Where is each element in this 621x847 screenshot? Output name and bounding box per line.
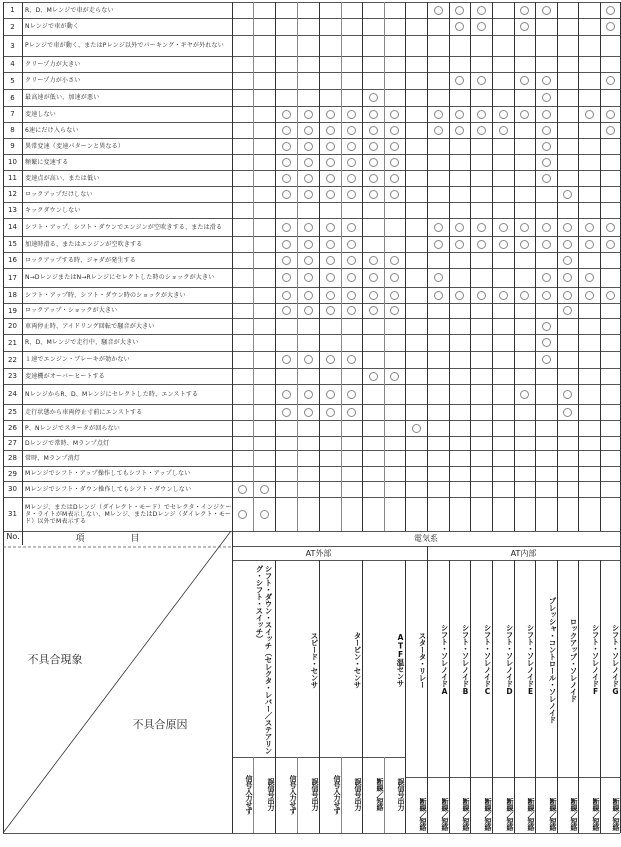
row-number: 7 [10, 110, 15, 118]
row-number: 24 [8, 390, 17, 398]
row-number: 1 [10, 6, 15, 14]
electrical-group-header: 電気系 [414, 534, 438, 543]
row-number: 4 [10, 60, 15, 68]
failure-mode-label: 誤信号出力 [397, 778, 405, 811]
failure-mode-label: 誤信号出力 [311, 778, 319, 811]
symptom-text: シフト・アップ、シフト・ダウンでエンジンが空吹きする、または滑る [25, 223, 223, 231]
row-number: 12 [8, 190, 17, 198]
row-number: 9 [10, 142, 15, 150]
failure-mode-label: 断線／短絡 [376, 778, 384, 811]
row-number: 16 [8, 256, 17, 264]
symptom-text: N→DレンジまたはN→Rレンジにセレクトした時のショックが大きい [25, 274, 215, 281]
symptom-text: キックダウンしない [25, 206, 81, 214]
cause-label: 不具合原因 [132, 718, 188, 731]
row-number: 27 [8, 439, 17, 447]
symptom-text: R、D、Mレンジで走行中、騒音が大きい [25, 339, 139, 346]
cause-column-header: スピード・センサ [310, 632, 319, 688]
symptom-text: Mレンジでシフト・アップ操作してもシフト・アップしない [25, 470, 191, 477]
symptom-text: Dレンジで常時、Mランプ点灯 [25, 439, 110, 447]
symptom-text: R、D、Mレンジで車が走らない [25, 6, 114, 14]
cause-column-header: ロックアップ・ソレノイド [569, 618, 578, 702]
row-number: 18 [8, 291, 17, 299]
no-header: No. [6, 532, 20, 541]
row-number: 8 [10, 126, 15, 134]
row-number: 31 [8, 510, 17, 518]
failure-mode-label: 断線／短絡 [527, 798, 535, 831]
symptom-text: 車両停止時、アイドリング回転で騒音が大きい [25, 322, 155, 330]
symptom-label: 不具合現象 [27, 653, 83, 666]
cause-column-header: シフト・ソレノイドF [591, 624, 600, 696]
symptom-text: 加速時滑る、またはエンジンが空吹きする [25, 240, 143, 248]
cause-column-header: シフト・ダウン・スイッチ（セレクタ・レバー／ステアリング・シフト・スイッチ） [255, 565, 273, 754]
row-number: 15 [8, 240, 17, 248]
symptom-text: NレンジからR、D、Mレンジにセレクトした時、エンストする [25, 390, 199, 398]
row-number: 17 [8, 273, 17, 282]
symptom-text: 変速しない [25, 110, 57, 118]
symptom-text: クリープ力が大きい [25, 60, 81, 68]
symptom-text: Mレンジでシフト・ダウン操作してもシフト・ダウンしない [25, 485, 192, 493]
cause-column-header: タービン・センサ [353, 632, 362, 688]
symptom-text: 最高速が低い、加速が悪い [25, 94, 100, 101]
row-number: 29 [8, 469, 17, 478]
symptom-text: １速でエンジン・ブレーキが効かない [25, 356, 130, 363]
symptom-text: ロックアップする時、ジャダが発生する [25, 256, 136, 264]
row-number: 11 [8, 174, 17, 182]
cause-column-header: シフト・ソレノイドE [526, 624, 535, 696]
failure-mode-label: 断線／短絡 [506, 798, 514, 831]
symptom-text: 走行状態から車両停止寸前にエンストする [25, 408, 143, 416]
failure-mode-label: 断線／短絡 [570, 798, 578, 831]
row-number: 3 [10, 41, 15, 50]
failure-mode-label: 断線／短絡 [592, 798, 600, 831]
symptom-text: P、Nレンジでスタータが回らない [25, 424, 121, 432]
cause-column-header: シフト・ソレノイドD [505, 624, 514, 696]
failure-mode-label: 断線／短絡 [549, 798, 557, 831]
failure-mode-label: 誤信号出力 [354, 778, 362, 811]
symptom-text: ロックアップだけしない [25, 190, 93, 198]
symptom-text: Pレンジで車が動く、またはPレンジ以外でパーキング・ギヤが外れない [25, 42, 224, 49]
symptom-text: 変速機がオーバーヒートする [25, 372, 105, 380]
row-number: 14 [8, 223, 17, 231]
failure-mode-label: 断線／短絡 [484, 798, 492, 831]
symptom-text: 6速にだけ入らない [25, 126, 79, 134]
symptom-text: 頻繁に変速する [25, 158, 69, 166]
row-number: 30 [8, 485, 17, 493]
symptom-text: シフト・アップ時、シフト・ダウン時のショックが大きい [25, 291, 186, 299]
failure-mode-label: 信号入力せず [245, 775, 253, 814]
failure-mode-label: 断線／短絡 [462, 798, 470, 831]
row-number: 10 [8, 158, 17, 166]
symptom-text: クリープ力が小さい [25, 77, 81, 84]
failure-mode-label: 信号入力せず [289, 775, 297, 814]
cause-column-header: シフト・ソレノイドA [440, 624, 449, 696]
row-number: 21 [8, 338, 17, 347]
row-number: 19 [8, 306, 17, 315]
row-number: 2 [10, 22, 15, 31]
failure-mode-label: 断線／短絡 [419, 798, 427, 831]
symptom-text: Nレンジで車が動く [25, 23, 79, 30]
symptom-text: ロックアップ・ショックが大きい [25, 307, 118, 314]
cause-column-header: スタータ・リレー [418, 632, 427, 688]
row-number: 20 [8, 322, 17, 330]
symptom-text: 変速点が高い、または低い [25, 174, 100, 182]
symptom-text: 常時、Mランプ消灯 [25, 454, 80, 462]
row-number: 28 [8, 454, 17, 462]
at-external-header: AT外部 [305, 549, 332, 558]
cause-column-header: プレッシャ・コントロール・ソレノイド [548, 597, 557, 723]
item-header-1: 項 [75, 534, 85, 544]
row-number: 23 [8, 372, 17, 380]
item-header-2: 目 [130, 534, 140, 544]
row-number: 22 [8, 355, 17, 364]
row-number: 13 [8, 206, 17, 214]
symptom-text: Mレンジ、またはDレンジ（ダイレクト・モード）でセレクタ・インジケータ・ライトがM表示しない、Mレンジ、またはDレンジ（ダイレクト・モード）以外でM表示する [25, 503, 232, 525]
cause-column-header: ATF温センサ [396, 633, 405, 687]
cause-column-header: シフト・ソレノイドG [611, 624, 620, 696]
at-internal-header: AT内部 [510, 549, 537, 558]
cause-column-header: シフト・ソレノイドC [483, 624, 492, 696]
failure-mode-label: 断線／短絡 [612, 798, 620, 831]
row-number: 25 [8, 408, 17, 416]
failure-mode-label: 断線／短絡 [441, 798, 449, 831]
row-number: 6 [10, 93, 15, 102]
row-number: 26 [8, 424, 17, 432]
failure-mode-label: 信号入力せず [333, 775, 341, 814]
symptom-text: 異常変速（変速パターンと異なる） [25, 142, 125, 150]
cause-column-header: シフト・ソレノイドB [461, 624, 470, 696]
failure-mode-label: 誤信号出力 [267, 778, 275, 811]
row-number: 5 [10, 76, 15, 85]
